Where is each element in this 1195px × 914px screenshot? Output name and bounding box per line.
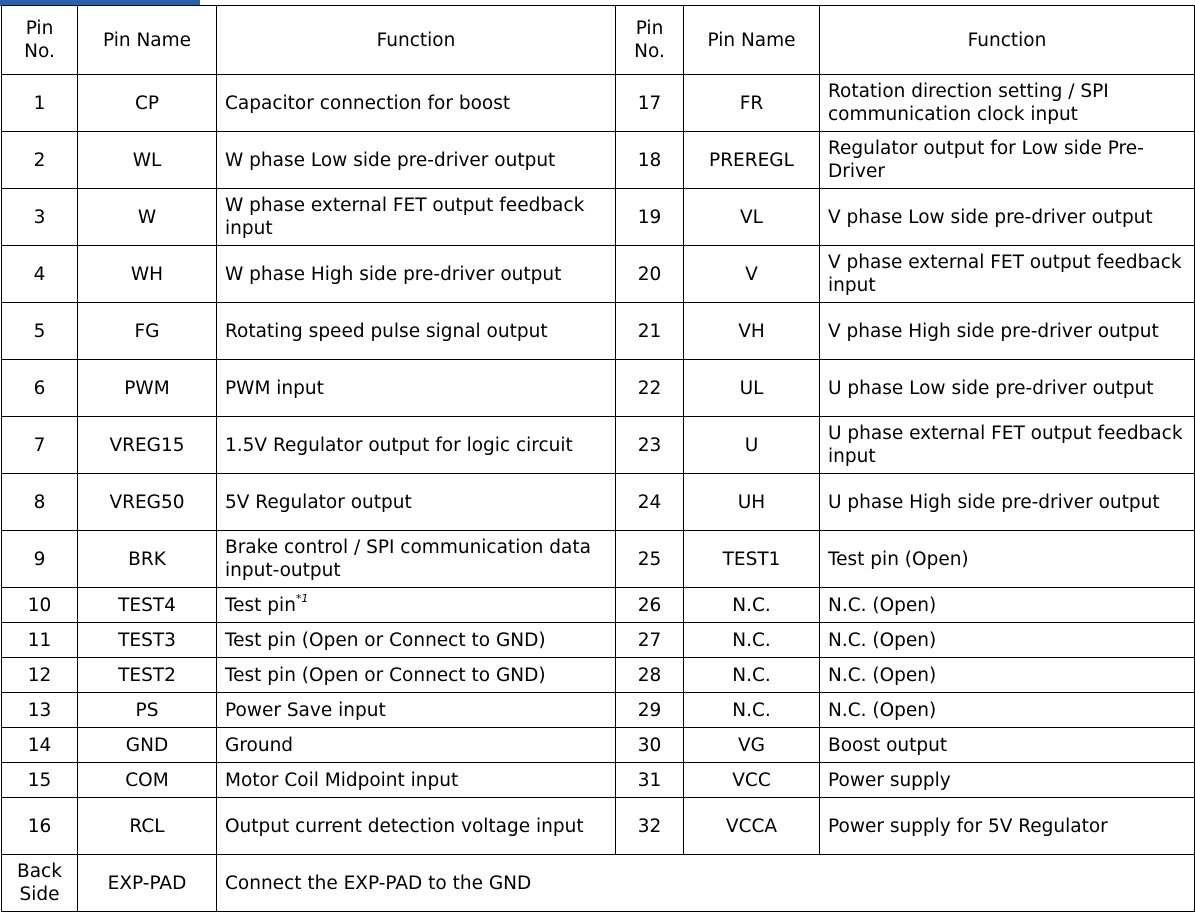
pin-name: TEST4 [78,588,217,623]
pin-function: 5V Regulator output [217,474,616,531]
pin-name: VG [684,728,820,763]
pin-function: Brake control / SPI communication data input-output [217,531,616,588]
pin-name: WH [78,246,217,303]
pin-name: PWM [78,360,217,417]
pin-function: U phase external FET output feedback input [820,417,1195,474]
table-row-back-side [2,855,1195,912]
pin-function [217,588,616,623]
pin-name: TEST2 [78,658,217,693]
table-row [2,531,1195,588]
pin-no: 19 [616,189,684,246]
table-row [2,693,1195,728]
pin-no: 13 [2,693,78,728]
table-row [2,474,1195,531]
pin-function-text: Test pin [225,594,296,616]
pin-no: 6 [2,360,78,417]
pin-name: U [684,417,820,474]
pin-name: VCC [684,763,820,798]
pin-function: N.C. (Open) [820,588,1195,623]
table-header-row [2,6,1195,75]
pin-no: 28 [616,658,684,693]
pin-no: 12 [2,658,78,693]
pin-name: TEST1 [684,531,820,588]
pin-function: Test pin (Open) [820,531,1195,588]
table-row [2,623,1195,658]
pin-name: EXP-PAD [78,855,217,912]
table-row [2,246,1195,303]
pin-no: 5 [2,303,78,360]
table-row [2,132,1195,189]
table-row [2,728,1195,763]
pin-name: W [78,189,217,246]
header-pin-no: Pin No. [616,6,684,75]
pin-no: 21 [616,303,684,360]
pin-name: FG [78,303,217,360]
pin-function: Connect the EXP-PAD to the GND [217,855,1195,912]
pin-name: UH [684,474,820,531]
pin-name: FR [684,75,820,132]
footnote-marker: *1 [295,591,309,605]
pin-name: PS [78,693,217,728]
pin-no: 32 [616,798,684,855]
pin-no: 22 [616,360,684,417]
pin-function: V phase external FET output feedback input [820,246,1195,303]
pin-function: Test pin (Open or Connect to GND) [217,623,616,658]
pin-function: 1.5V Regulator output for logic circuit [217,417,616,474]
header-pin-name: Pin Name [684,6,820,75]
pin-function: Power supply for 5V Regulator [820,798,1195,855]
pin-no: 30 [616,728,684,763]
pin-no: 2 [2,132,78,189]
pin-function: W phase High side pre-driver output [217,246,616,303]
table-row [2,75,1195,132]
pin-function: Power supply [820,763,1195,798]
pin-name: COM [78,763,217,798]
pin-function: PWM input [217,360,616,417]
table-row [2,360,1195,417]
pin-function: U phase Low side pre-driver output [820,360,1195,417]
table-row [2,303,1195,360]
pin-function: Test pin (Open or Connect to GND) [217,658,616,693]
pin-function: N.C. (Open) [820,658,1195,693]
pin-no: 4 [2,246,78,303]
table-row [2,763,1195,798]
pin-name: VL [684,189,820,246]
pin-function: V phase Low side pre-driver output [820,189,1195,246]
pin-function: N.C. (Open) [820,623,1195,658]
pin-name: N.C. [684,623,820,658]
pin-no: 25 [616,531,684,588]
pin-no: 15 [2,763,78,798]
pin-name: GND [78,728,217,763]
pin-no: 9 [2,531,78,588]
pin-no: 14 [2,728,78,763]
pin-function: N.C. (Open) [820,693,1195,728]
pin-no: 17 [616,75,684,132]
pin-function: Motor Coil Midpoint input [217,763,616,798]
pin-name: WL [78,132,217,189]
header-function: Function [217,6,616,75]
pin-function: V phase High side pre-driver output [820,303,1195,360]
pin-name: N.C. [684,588,820,623]
pin-function: Regulator output for Low side Pre-Driver [820,132,1195,189]
pin-name: VREG15 [78,417,217,474]
pin-name: VCCA [684,798,820,855]
pin-no: 16 [2,798,78,855]
pin-function: Ground [217,728,616,763]
pin-no: 31 [616,763,684,798]
pin-name: UL [684,360,820,417]
table-row [2,798,1195,855]
header-pin-name: Pin Name [78,6,217,75]
pin-function: Capacitor connection for boost [217,75,616,132]
table-row [2,189,1195,246]
pin-no: 23 [616,417,684,474]
pin-no: 7 [2,417,78,474]
pin-function: Boost output [820,728,1195,763]
header-pin-no: Pin No. [2,6,78,75]
table-row [2,588,1195,623]
table-row [2,417,1195,474]
pin-name: RCL [78,798,217,855]
pin-function: W phase external FET output feedback input [217,189,616,246]
pin-name: TEST3 [78,623,217,658]
pin-no: Back Side [2,855,78,912]
pin-function: Output current detection voltage input [217,798,616,855]
pin-function: Rotating speed pulse signal output [217,303,616,360]
pin-no: 20 [616,246,684,303]
pin-no: 24 [616,474,684,531]
pin-no: 3 [2,189,78,246]
pin-description-table [1,5,1195,912]
pin-name: VH [684,303,820,360]
pin-function: U phase High side pre-driver output [820,474,1195,531]
pin-name: PREREGL [684,132,820,189]
pin-no: 10 [2,588,78,623]
pin-no: 1 [2,75,78,132]
pin-no: 18 [616,132,684,189]
pin-function: Power Save input [217,693,616,728]
pin-name: N.C. [684,693,820,728]
pin-no: 29 [616,693,684,728]
pin-name: VREG50 [78,474,217,531]
pin-no: 11 [2,623,78,658]
table-row [2,658,1195,693]
pin-name: N.C. [684,658,820,693]
pin-no: 26 [616,588,684,623]
pin-no: 8 [2,474,78,531]
pin-name: BRK [78,531,217,588]
pin-no: 27 [616,623,684,658]
pin-function: W phase Low side pre-driver output [217,132,616,189]
pin-name: V [684,246,820,303]
header-function: Function [820,6,1195,75]
pin-name: CP [78,75,217,132]
pin-function: Rotation direction setting / SPI communication clock input [820,75,1195,132]
